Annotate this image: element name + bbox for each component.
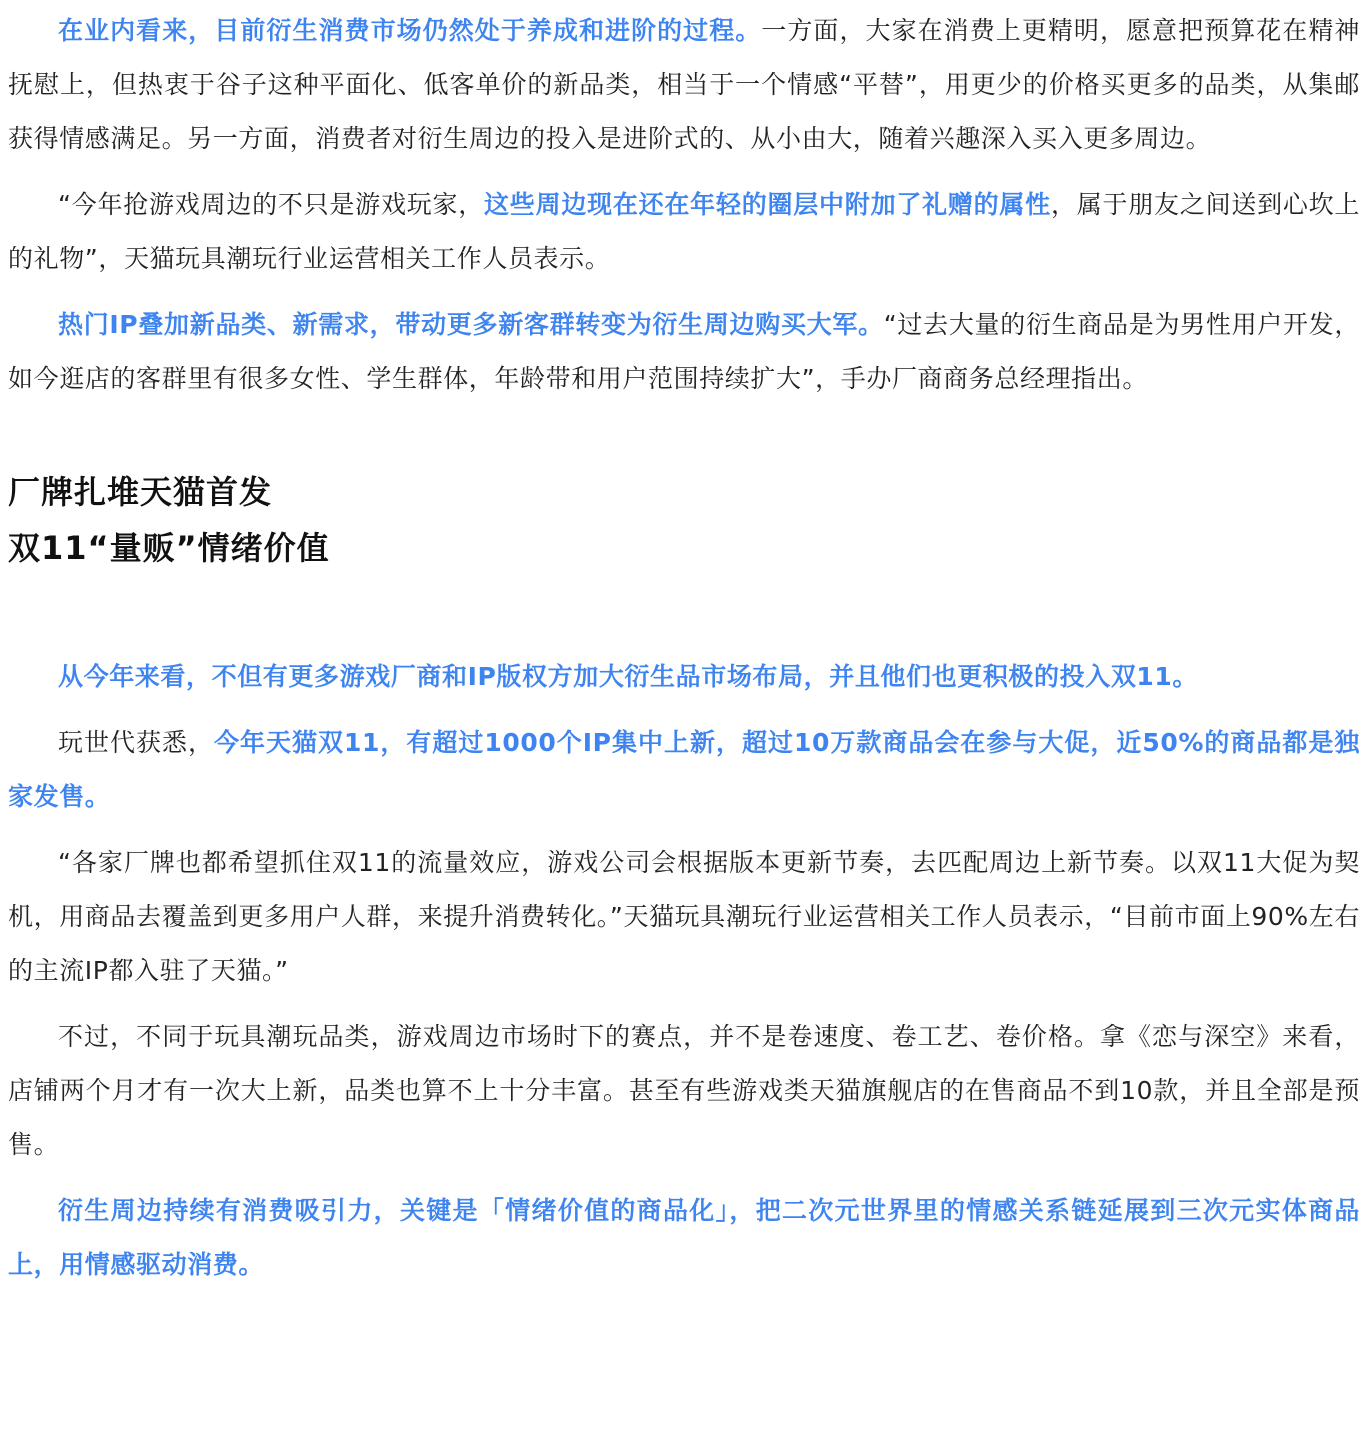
section-heading [8, 464, 1360, 576]
highlight-text: 从今年来看，不但有更多游戏厂商和IP版权方加大衍生品市场布局，并且他们也更积极的投入双11。 [58, 662, 1199, 691]
paragraph-6 [8, 836, 1360, 998]
highlight-text: 今年天猫双11，有超过1000个IP集中上新，超过10万款商品会在参与大促，近50%的商品都是独家发售。 [8, 728, 1360, 811]
paragraph-5 [8, 716, 1360, 824]
highlight-text: 热门IP叠加新品类、新需求，带动更多新客群转变为衍生周边购买大军。 [58, 310, 884, 339]
highlight-text: 衍生周边持续有消费吸引力，关键是「情绪价值的商品化」，把二次元世界里的情感关系链延展到三次元实体商品上，用情感驱动消费。 [8, 1196, 1360, 1279]
body-text: 玩世代获悉， [58, 728, 214, 757]
highlight-text: 在业内看来，目前衍生消费市场仍然处于养成和进阶的过程。 [58, 16, 762, 45]
paragraph-2 [8, 178, 1360, 286]
paragraph-1 [8, 0, 1360, 166]
body-text: 一方面，大家在消费上更精明，愿意把预算花在精神抚慰上，但热衷于谷子这种平面化、低客单价的新品类，相当于一个情感“平替”，用更少的价格买更多的品类，从集邮获得情感满足。另一方面，消费者对衍生周边的投入是进阶式的、从小由大，随着兴趣深入买入更多周边。 [8, 16, 1361, 153]
body-text: “过去大量的衍生商品是为男性用户开发，如今逛店的客群里有很多女性、学生群体，年龄带和用户范围持续扩大”，手办厂商商务总经理指出。 [8, 310, 1360, 393]
body-text: “各家厂牌也都希望抓住双11的流量效应，游戏公司会根据版本更新节奏，去匹配周边上新节奏。以双11大促为契机，用商品去覆盖到更多用户人群，来提升消费转化。”天猫玩具潮玩行业运营相关工作人员表示，“目前市面上90%左右的主流IP都入驻了天猫。” [8, 848, 1360, 985]
body-text: 不过，不同于玩具潮玩品类，游戏周边市场时下的赛点，并不是卷速度、卷工艺、卷价格。拿《恋与深空》来看，店铺两个月才有一次大上新，品类也算不上十分丰富。甚至有些游戏类天猫旗舰店的在售商品不到10款，并且全部是预售。 [8, 1022, 1360, 1159]
heading-line-2: 双11“量贩”情绪价值 [8, 529, 330, 567]
paragraph-4 [8, 650, 1360, 704]
highlight-text: 这些周边现在还在年轻的圈层中附加了礼赠的属性 [484, 190, 1051, 219]
paragraph-7 [8, 1010, 1360, 1172]
paragraph-8 [8, 1184, 1360, 1292]
body-text: ，属于朋友之间送到心坎上的礼物”，天猫玩具潮玩行业运营相关工作人员表示。 [8, 190, 1361, 273]
paragraph-3 [8, 298, 1360, 406]
body-text: “今年抢游戏周边的不只是游戏玩家， [58, 190, 485, 219]
heading-line-1: 厂牌扎堆天猫首发 [8, 473, 273, 511]
